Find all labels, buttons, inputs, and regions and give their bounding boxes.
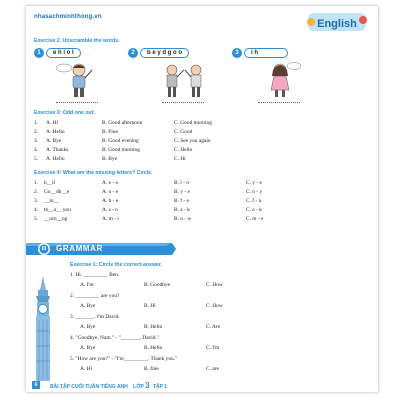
- answer-line-2[interactable]: [162, 102, 204, 103]
- book-title: BÀI TẬP CUỐI TUẦN TIẾNG ANH LỚP 3 TẬP 1: [50, 381, 168, 390]
- question-text: 4. "Goodbye, Nam." - "_______, David.": [70, 335, 160, 341]
- boy-waving-illustration: [54, 62, 104, 98]
- question-text: 2. _________ are you?: [70, 293, 120, 299]
- english-logo: [302, 8, 372, 36]
- exercise-2-title: Exercise 2. Unscramble the words.: [34, 38, 120, 44]
- big-ben-tower-illustration: [26, 276, 60, 381]
- svg-text:English: English: [317, 18, 357, 30]
- exercise-4-title: Exercise 4: What are the missing letters? Circle.: [34, 170, 153, 176]
- page-footer: [26, 378, 378, 392]
- scrambled-letters: b e y d g o o: [140, 48, 189, 58]
- workbook-page: nhasachminhthong.vn English Exercise 2. Unscramble the words. 1 e h i o l 2 b e y d g o o 3 i h Exercise 3: Odd one out. 1. A. Hi B. Good afternoon C. Good morning 2. A. Hello B. Fine C. Good 3. A. Bye B. Good evening C. See you again 4. A. Thanks B. Good morning C. Hello 5. A. Hello B. Bye C. Hi Exercise 4: What are the missing letters? Circle. 1. h__ll A. e - o B. l - o C. y - e 2. Go__db__e A. o - e B. y - e C. o - y 3. __in__ A. b - e B. f - e C. f - a 4. th__a__ you A. s - n B. a - k C. e - k 5. __orn__ng A. m - i B. n - w C. m - e III GRAMMAR Exercise 1: Circle the correct answer. 1. Hi. _________ Ben. A. I'm B. Goodbye C. How 2. _________ are you? A. Bye B. Hi C. How 3. _______. I'm David. A. Bye B. Hello C. Are 4. "Goodbye, Nam." - "_______, David." A. Bye B. Hello C. I'm 5. "How are you?" - "I'm_________. Thank you." A. Hi B. fine C. are 6 BÀI TẬP CUỐI TUẦN TIẾNG ANH LỚP 3 TẬP 1: [26, 6, 378, 392]
- grammar-icon-text: III: [41, 246, 47, 252]
- answer-line-1[interactable]: [56, 102, 98, 103]
- answer-line-3[interactable]: [258, 102, 300, 103]
- page-number: 6: [32, 381, 40, 389]
- question-text: 3. _______. I'm David.: [70, 314, 120, 320]
- exercise-3-title: Exercise 3: Odd one out.: [34, 110, 95, 116]
- two-kids-illustration: [154, 62, 214, 98]
- site-url: nhasachminhthong.vn: [34, 14, 102, 20]
- scrambled-letters: i h: [244, 48, 288, 58]
- grammar-label: GRAMMAR: [56, 244, 103, 253]
- question-text: 5. "How are you?" - "I'm_________. Thank you.": [70, 356, 178, 362]
- question-text: 1. Hi. _________ Ben.: [70, 272, 120, 278]
- exercise-1-title: Exercise 1: Circle the correct answer.: [70, 262, 162, 268]
- girl-illustration: [258, 62, 302, 98]
- scrambled-letters: e h i o l: [46, 48, 81, 58]
